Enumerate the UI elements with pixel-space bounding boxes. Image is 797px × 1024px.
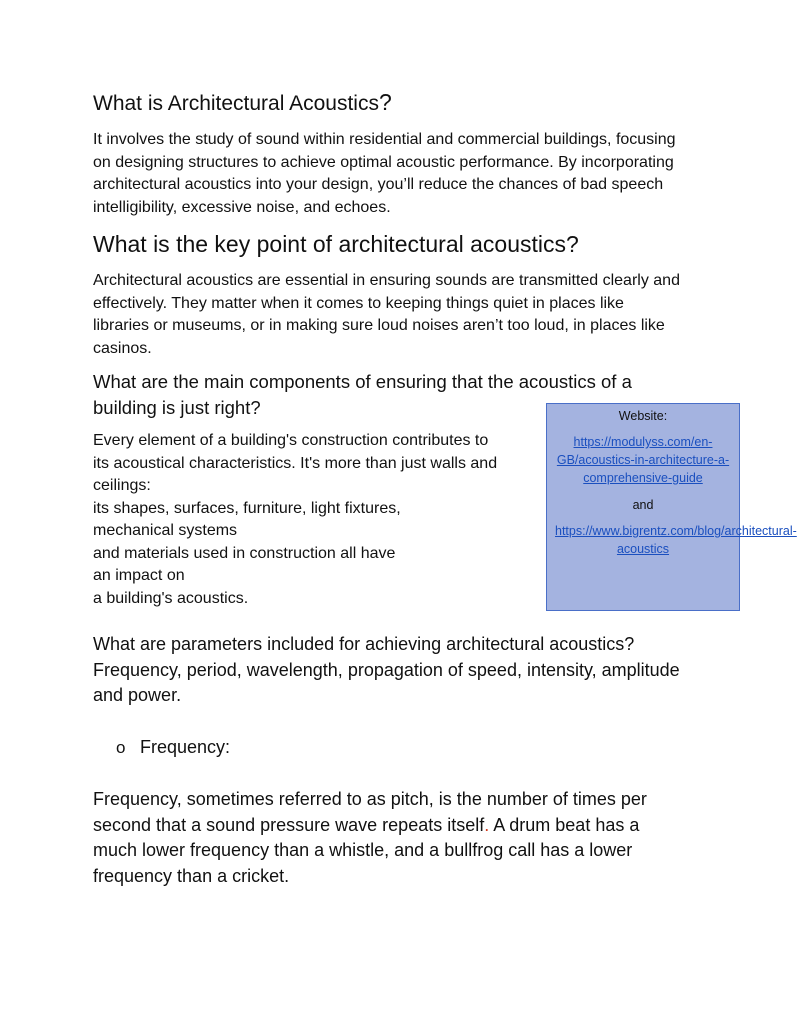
heading-text: What is Architectural Acoustics xyxy=(93,92,379,115)
paragraph-key-point: Architectural acoustics are essential in ensuring sounds are transmitted clearly and effectively. They matter when it comes to keeping things quiet in places like libraries or museums, or in making sure loud noises aren’t too loud, in places like casinos. xyxy=(93,272,680,357)
website-sources-box xyxy=(546,403,797,611)
components-line: mechanical systems xyxy=(93,522,238,539)
frequency-red-period: . xyxy=(484,814,490,835)
heading-key-point: What is the key point of architectural acoustics? xyxy=(93,231,579,257)
paragraph-frequency xyxy=(93,787,683,889)
components-line: Every element of a building's construction contributes to xyxy=(93,432,489,449)
bullet-label: Frequency: xyxy=(140,737,231,757)
paragraph-parameters xyxy=(93,632,693,709)
parameters-question: What are parameters included for achieving architectural acoustics? xyxy=(93,634,635,654)
paragraph-definition: It involves the study of sound within residential and commercial buildings, focusing on designing structures to achieve optimal acoustic performance. By incorporating architectural acoustics into your design, you’ll reduce the chances of bad speech intelligibility, excessive noise, and echoes. xyxy=(93,131,676,216)
paragraph-components xyxy=(93,430,533,610)
components-line: a building's acoustics. xyxy=(93,589,249,607)
heading-question-mark: ? xyxy=(378,89,392,115)
components-line: ceilings: xyxy=(93,477,151,494)
bullet-circle-icon: o xyxy=(116,738,126,757)
website-label: Website: xyxy=(618,409,668,423)
link-connector: and xyxy=(632,498,654,512)
components-line: and materials used in construction all have xyxy=(93,544,396,562)
source-link-bigrentz[interactable]: https://www.bigrentz.com/blog/architectural-acoustics xyxy=(555,524,797,556)
heading-main-components: What are the main components of ensuring that the acoustics of a building is just right? xyxy=(93,371,632,418)
bullet-item-frequency xyxy=(116,735,230,760)
frequency-text-part1: Frequency, sometimes referred to as pitch, is the number of times per second that a sound pressure wave repeats itself xyxy=(93,789,647,835)
heading-architectural-acoustics xyxy=(93,88,693,118)
frequency-text-part2: A drum beat has a much lower frequency than a whistle, and a bullfrog call has a lower frequency than a cricket. xyxy=(93,814,640,886)
components-line: its shapes, surfaces, furniture, light fixtures, xyxy=(93,499,401,517)
components-line: its acoustical characteristics. It's more than just walls and xyxy=(93,454,498,472)
components-line: an impact on xyxy=(93,567,185,584)
parameters-answer: Frequency, period, wavelength, propagation of speed, intensity, amplitude and power. xyxy=(93,659,680,705)
source-link-modulyss[interactable]: https://modulyss.com/en-GB/acoustics-in-architecture-a-comprehensive-guide xyxy=(556,435,730,485)
